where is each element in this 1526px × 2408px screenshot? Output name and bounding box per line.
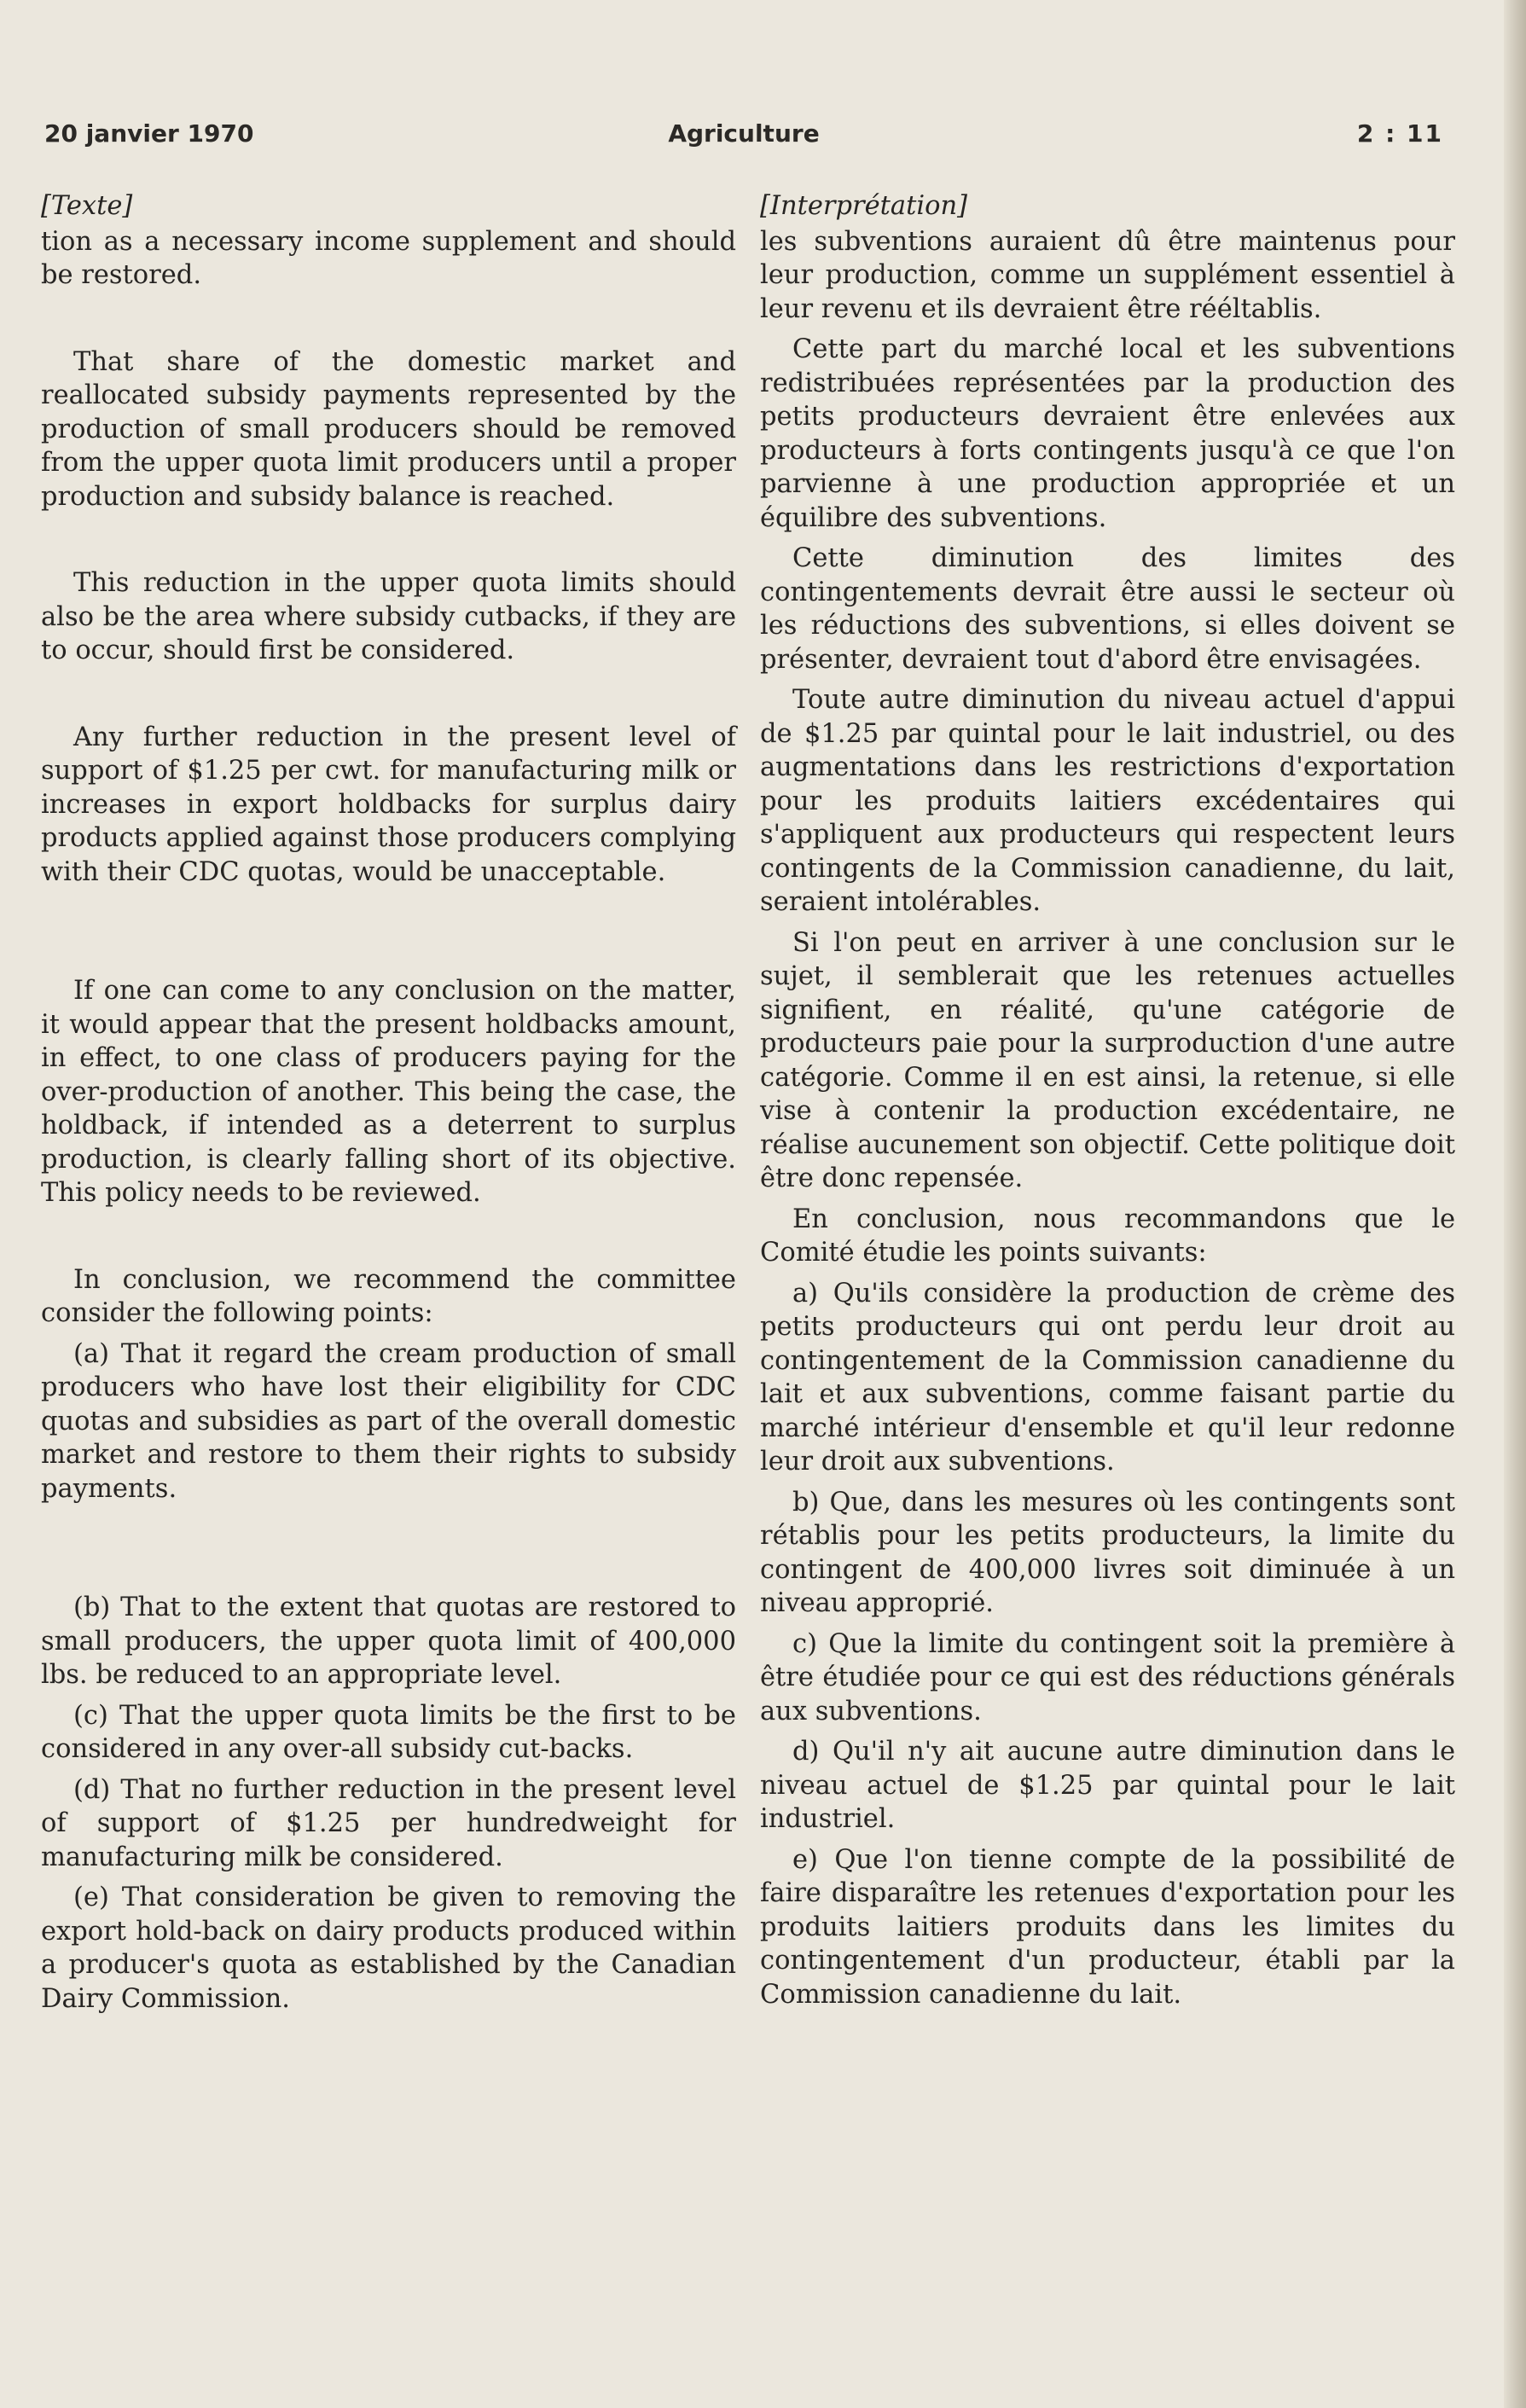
right-column-french <box>760 189 1455 2018</box>
right-paragraph: Si l'on peut en arriver à une conclusion sur le sujet, il semblerait que les retenues actuelles signifient, en réalité, qu'une catégorie de producteurs paie pour la surproduction d'une autre catégorie. Comme il en est ainsi, la retenue, si elle vise à contenir la production excédentaire, ne réalise aucunement son objectif. Cette politique doit être donc repensée. <box>760 927 1455 1193</box>
left-recommendation-c: (c) That the upper quota limits be the first to be considered in any over-all subsidy cut-backs. <box>41 1700 736 1764</box>
header-page-number: 2 : 11 <box>1356 119 1443 148</box>
right-column-label: [Interprétation] <box>760 191 967 221</box>
left-column-label: [Texte] <box>41 191 133 221</box>
right-recommendation-e: e) Que l'on tienne compte de la possibilité de faire disparaître les retenues d'exportation pour les produits laitiers produits dans les limites du contingentement d'un producteur, établi par la Commission canadienne du lait. <box>760 1844 1455 2010</box>
left-recommendation-e: (e) That consideration be given to removing the export hold-back on dairy products produced within a producer's quota as established by the Canadian Dairy Commission. <box>41 1883 736 2014</box>
right-recommendation-b: b) Que, dans les mesures où les contingents sont rétablis pour les petits producteurs, la limite du contingent de 400,000 livres soit diminuée à un niveau approprié. <box>760 1487 1455 1618</box>
left-paragraph: Any further reduction in the present level of support of $1.25 per cwt. for manufacturing milk or increases in export holdbacks for surplus dairy products applied against those producers complying with their CDC quotas, would be unacceptable. <box>41 722 736 887</box>
left-recommendation-b: (b) That to the extent that quotas are restored to small producers, the upper quota limit of 400,000 lbs. be reduced to an appropriate level. <box>41 1593 736 1690</box>
right-paragraph: Toute autre diminution du niveau actuel d'appui de $1.25 par quintal pour le lait industriel, ou des augmentations dans les restrictions d'exportation pour les produits laitiers excédentaires qui s'appliquent aux producteurs qui respectent leurs contingents de la Commission canadienne, du lait, seraient intolérables. <box>760 685 1455 917</box>
page-edge-shadow <box>1504 0 1526 2408</box>
right-paragraph: Cette diminution des limites des contingentements devrait être aussi le secteur où les réductions des subventions, si elles doivent se présenter, devraient tout d'abord être envisagées. <box>760 543 1455 675</box>
header-date: 20 janvier 1970 <box>44 119 254 148</box>
left-paragraph: This reduction in the upper quota limits should also be the area where subsidy cutbacks, if they are to occur, should first be considered. <box>41 568 736 665</box>
right-recommendation-a: a) Qu'ils considère la production de crème des petits producteurs qui ont perdu leur droit au contingentement de la Commission canadienne du lait et aux subventions, comme faisant partie du marché intérieur d'ensemble et qu'il leur redonne leur droit aux subventions. <box>760 1278 1455 1477</box>
right-paragraph: Cette part du marché local et les subventions redistribuées représentées par la production des petits producteurs devraient être enlevées aux producteurs à forts contingents jusqu'à ce que l'on parvienne à une production appropriée et un équilibre des subventions. <box>760 334 1455 533</box>
left-recommendation-a: (a) That it regard the cream production of small producers who have lost their eligibility for CDC quotas and subsidies as part of the overall domestic market and restore to them their rights to subsidy payments. <box>41 1338 736 1504</box>
right-recommendation-d: d) Qu'il n'y ait aucune autre diminution dans le niveau actuel de $1.25 par quintal pour le lait industriel. <box>760 1737 1455 1834</box>
running-header <box>44 119 1443 154</box>
right-paragraph: En conclusion, nous recommandons que le Comité étudie les points suivants: <box>760 1204 1455 1268</box>
right-paragraph: les subventions auraient dû être maintenus pour leur production, comme un supplément essentiel à leur revenu et ils devraient être rééltablis. <box>760 226 1455 324</box>
left-column-english <box>41 189 736 2022</box>
right-recommendation-c: c) Que la limite du contingent soit la première à être étudiée pour ce qui est des réductions générals aux subventions. <box>760 1628 1455 1726</box>
left-paragraph: tion as a necessary income supplement and should be restored. <box>41 226 736 290</box>
header-title: Agriculture <box>668 119 820 148</box>
left-paragraph: If one can come to any conclusion on the matter, it would appear that the present holdbacks amount, in effect, to one class of producers paying for the over-production of another. This being the case, the holdback, if intended as a deterrent to surplus production, is clearly falling short of its objective. This policy needs to be reviewed. <box>41 976 736 1208</box>
left-recommendation-d: (d) That no further reduction in the present level of support of $1.25 per hundredweight for manufacturing milk be considered. <box>41 1774 736 1872</box>
left-paragraph: In conclusion, we recommend the committee consider the following points: <box>41 1264 736 1328</box>
left-paragraph: That share of the domestic market and reallocated subsidy payments represented by the production of small producers should be removed from the upper quota limit producers until a proper production and subsidy balance is reached. <box>41 346 736 512</box>
